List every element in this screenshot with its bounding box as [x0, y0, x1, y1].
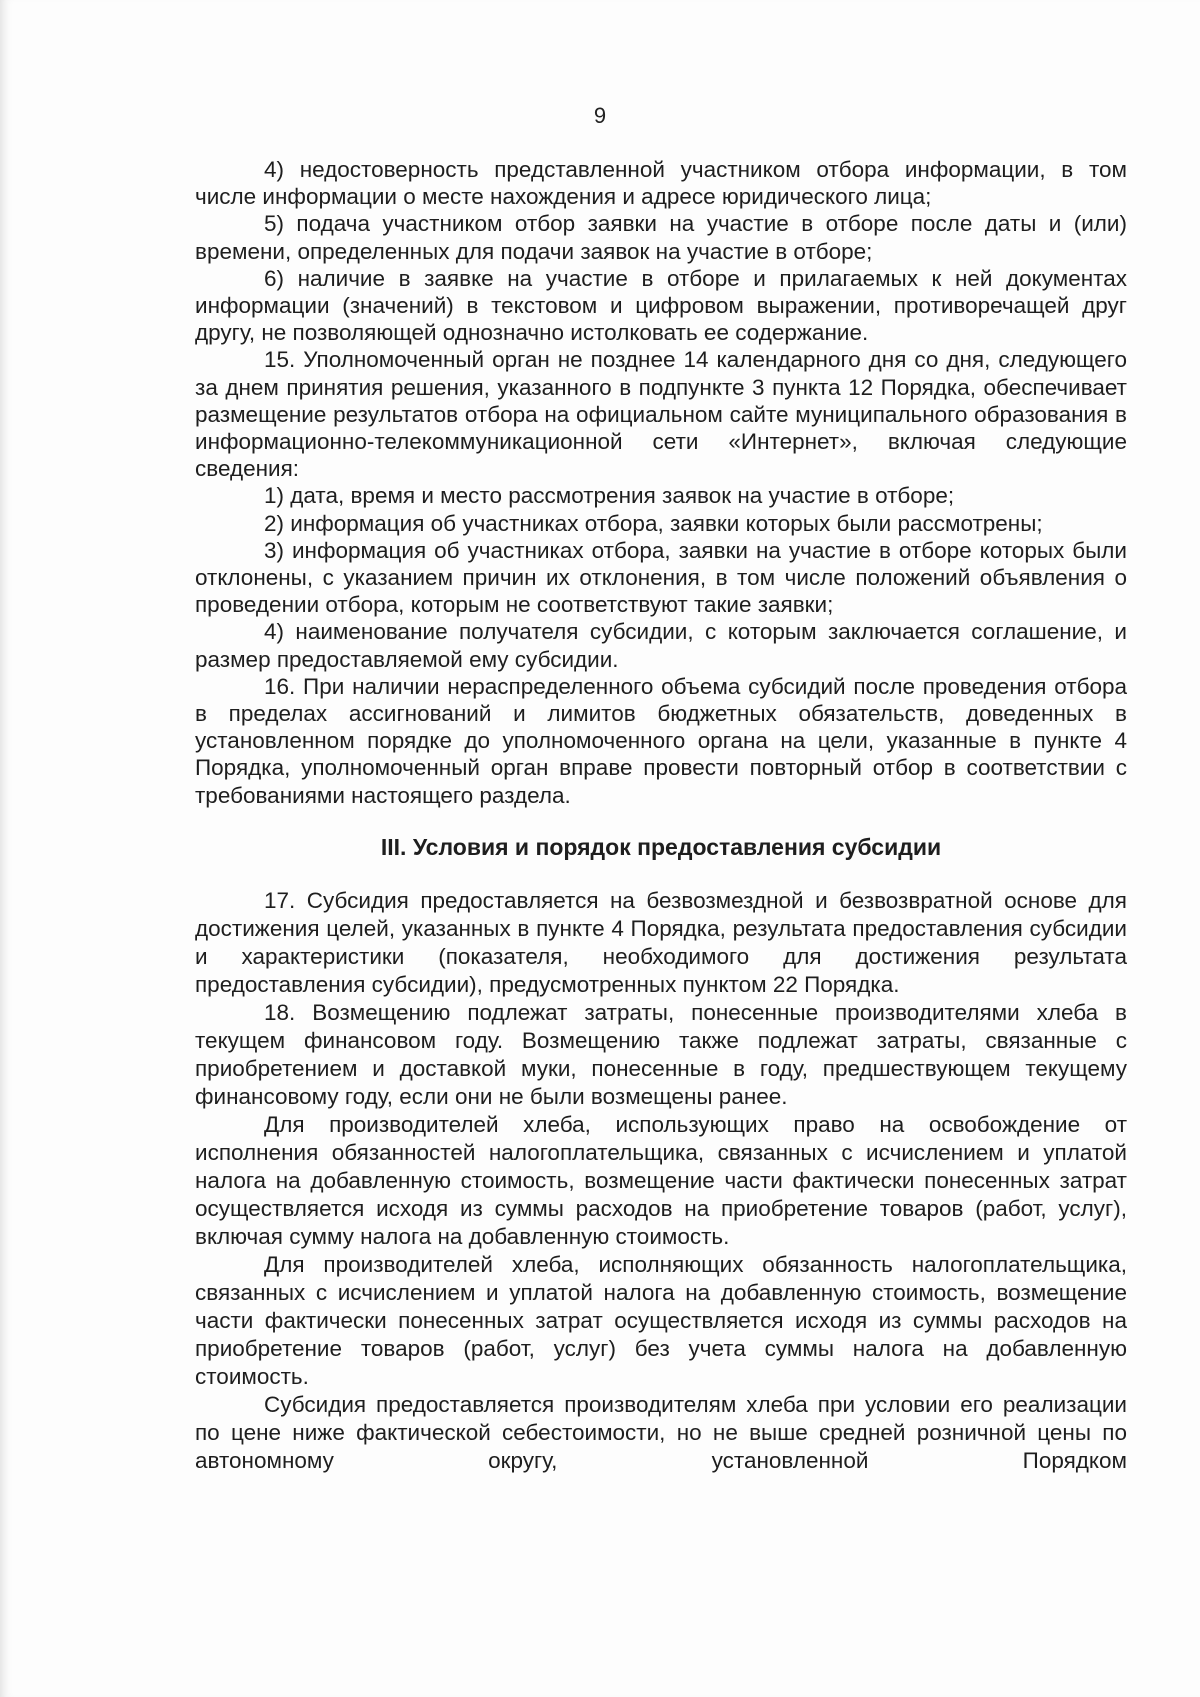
paragraph-clause-16: 16. При наличии нераспределенного объема субсидий после проведения отбора в пределах ассигнований и лимитов бюджетных обязательств, доведенных в установленном порядке до уполномоченного органа на цели, указанные в пункте 4 Порядка, уполномоченный орган вправе провести повторный отбор в соответствии с требованиями настоящего раздела. — [195, 673, 1127, 808]
paragraph-clause-15: 15. Уполномоченный орган не позднее 14 календарного дня со дня, следующего за днем принятия решения, указанного в подпункте 3 пункта 12 Порядка, обеспечивает размещение результатов отбора на официальном сайте муниципального образования в информационно-телекоммуникационной сети «Интернет», включая следующие сведения: — [195, 347, 1127, 482]
paragraph-vat-exempt: Для производителей хлеба, использующих право на освобождение от исполнения обязанностей налогоплательщика, связанных с исчислением и уплатой налога на добавленную стоимость, возмещение части фактически понесенных затрат осуществляется исходя из суммы расходов на приобретение товаров (работ, услуг), включая сумму налога на добавленную стоимость. — [195, 1111, 1127, 1249]
paragraph-item-5-late-submission: 5) подача участником отбор заявки на участие в отборе после даты и (или) времени, определенных для подачи заявок на участие в отборе; — [195, 211, 1127, 264]
paragraph-clause-15-item-2: 2) информация об участниках отбора, заявки которых были рассмотрены; — [264, 510, 1043, 536]
section-title: III. Условия и порядок предоставления субсидии — [380, 833, 942, 860]
paragraph-clause-15-item-1: 1) дата, время и место рассмотрения заявок на участие в отборе; — [264, 483, 955, 509]
paragraph-item-6-contradiction: 6) наличие в заявке на участие в отборе и прилагаемых к ней документах информации (значений) в текстовом и цифровом выражении, противоречащей друг другу, не позволяющей однозначно истолковать ее содержание. — [195, 265, 1127, 346]
page-number: 9 — [593, 103, 607, 128]
paragraph-vat-payers: Для производителей хлеба, исполняющих обязанность налогоплательщика, связанных с исчислением и уплатой налога на добавленную стоимость, возмещение части фактически понесенных затрат осуществляется исходя из суммы расходов на приобретение товаров (работ, услуг) без учета суммы налога на добавленную стоимость. — [195, 1251, 1127, 1389]
paragraph-price-condition: Субсидия предоставляется производителям хлеба при условии его реализации по цене ниже фактической себестоимости, но не выше средней розничной цены по автономному округу, установленной Порядком — [195, 1391, 1127, 1473]
document-body — [195, 156, 1127, 1475]
paragraph-clause-15-item-4: 4) наименование получателя субсидии, с которым заключается соглашение, и размер предоставляемой ему субсидии. — [195, 619, 1127, 672]
paragraph-clause-18: 18. Возмещению подлежат затраты, понесенные производителями хлеба в текущем финансовом году. Возмещению также подлежат затраты, связанные с приобретением и доставкой муки, понесенные в году, предшествующем текущему финансовому году, если они не были возмещены ранее. — [195, 999, 1127, 1109]
paragraph-clause-15-item-3: 3) информация об участниках отбора, заявки на участие в отборе которых были отклонены, с указанием причин их отклонения, в том числе положений объявления о проведении отбора, которым не соответствуют такие заявки; — [195, 537, 1127, 618]
paragraph-item-4-inaccuracy: 4) недостоверность представленной участником отбора информации, в том числе информации о месте нахождения и адресе юридического лица; — [195, 157, 1127, 210]
paragraph-clause-17: 17. Субсидия предоставляется на безвозмездной и безвозвратной основе для достижения целей, указанных в пункте 4 Порядка, результата предоставления субсидии и характеристики (показателя, необходимого для достижения результата предоставления субсидии), предусмотренных пунктом 22 Порядка. — [195, 887, 1127, 997]
